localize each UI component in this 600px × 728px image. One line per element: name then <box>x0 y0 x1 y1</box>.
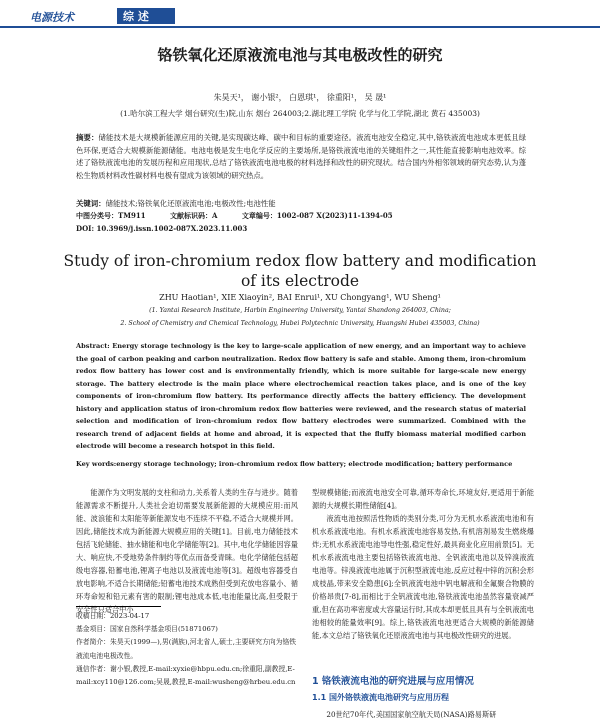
abstract-english-label: Abstract: <box>76 342 110 350</box>
keywords-english-label: Key words: <box>76 460 117 468</box>
body-paragraph: 能源作为文明发展的支柱和动力,关系着人类的生存与进步。随着能源需求不断提升,人类社会迫切需要发展新能源的大规模应用:而风能、波浪能和太阳能等新能源发电不连续不平稳,不适合大规模并网。因此,储能技术成为新能源大规模应用的关键[1]。目前,电力储能技术包括飞轮储能、抽水储能和电化学储能等[2]。其中,电化学储能因容量大、响应快,不受地势条件制约等优点而备受青睐。电化学储能包括超级电容器,铅蓄电池,锂离子电池以及液流电池等[3]。超级电容器受自放电影响,不适合长期储能;铅蓄电池技术成熟但受到充放电容量小、循环寿命短和铅元素有害的限制;锂电池成本低,电池能量比高,但受限于安全性只适合中小 <box>76 488 298 614</box>
affiliation-english-line-1: (1. Yantai Research Institute, Harbin Engineering University, Yantai Shandong 264003, China; <box>149 307 451 314</box>
footnote-received: 收稿日期：2023-04-17 <box>76 612 150 620</box>
affiliation-english-line-2: 2. School of Chemistry and Chemical Technology, Hubei Polytechnic University, Huangshi Hubei 435003, China) <box>120 320 480 327</box>
body-column-left <box>76 486 298 616</box>
keywords-english-text: energy storage technology; iron-chromium redox flow battery; electrode modification; battery performance <box>116 460 513 468</box>
abstract-english <box>76 340 526 453</box>
keywords-chinese <box>76 198 526 209</box>
abstract-english-text: Energy storage technology is the key to large-scale application of new energy, and an important way to achieve the goal of carbon peaking and carbon neutralization. Redox flow battery is safe and stable. Among them, iron-chromium redox flow battery has lower cost and is environmentally friendly, which is more suitable for large-scale new energy storage. The battery electrode is the main place where electrochemical reaction takes place, and is one of the key components of iron-chromium flow battery. Its performance directly affects the battery efficiency. The development history and application status of iron-chromium redox flow batteries were reviewed, and the research status of material selection and modification of iron-chromium redox flow battery electrodes were summarized. Combined with the research trend of adjacent fields at home and abroad, it is expected that the fluffy biomass material modified carbon electrode will become a research hotspot in this field. <box>76 342 526 450</box>
authors-english: ZHU Haotian¹, XIE Xiaoyin², BAI Enrui¹, XU Chongyang¹, WU Sheng¹ <box>159 293 441 302</box>
doi[interactable]: DOI: 10.3969/j.issn.1002-087X.2023.11.003 <box>76 224 248 233</box>
document-code: 文献标识码：A <box>170 211 218 220</box>
keywords-english <box>76 460 536 468</box>
title-chinese: 铬铁氧化还原液流电池与其电极改性的研究 <box>157 46 443 64</box>
body-paragraph: 20世纪70年代,美国国家航空航天局(NASA)路易斯研 <box>326 710 497 719</box>
keywords-chinese-label: 关键词： <box>76 199 106 208</box>
footnote-contact: 通信作者：谢小银,教授,E-mail:xyxie@hbpu.edu.cn;徐重阳,副教授,E-mail:xcy110@126.com;吴晟,教授,E-mail:wusheng@hrbeu.edu.cn <box>76 664 296 687</box>
column-tag: 综 述 <box>123 10 149 23</box>
title-english: Study of iron-chromium redox flow battery and modification of its electrode <box>63 252 537 290</box>
abstract-chinese <box>76 132 526 182</box>
footnote-funding: 基金项目：国家自然科学基金项目(51871067) <box>76 625 218 634</box>
classification-meta <box>76 211 415 221</box>
footnote-rule <box>76 606 161 607</box>
keywords-chinese-text: 储能技术;铬铁氧化还原液流电池;电极改性;电池性能 <box>105 199 276 208</box>
journal-name: 电源技术 <box>30 11 74 24</box>
clc-number: 中图分类号：TM911 <box>76 211 146 220</box>
abstract-chinese-text: 储能技术是大规模新能源应用的关键,是实现碳达峰、碳中和目标的重要途径。液流电池安全稳定,其中,铬铁液流电池成本更低且绿色环保,更适合大规模新能源储能。电池电极是发生电化学反应的主要场所,是铬铁液流电池的关键组件之一,其性能直接影响电池效率。综述了铬铁液流电池的发展历程和应用现状,总结了铬铁液流电池电极的材料选择和改性的研究现状。结合国内外相邻领域的研究态势,认为蓬松生物质材料改性碳材料电极有望成为该领域的研究热点。 <box>76 133 526 180</box>
affiliation-chinese: (1.哈尔滨工程大学 烟台研究(生)院,山东 烟台 264003;2.湖北理工学院 化学与化工学院,湖北 黄石 435003) <box>120 109 480 118</box>
page-header <box>0 6 600 28</box>
article-number: 文章编号：1002-087 X(2023)11-1394-05 <box>241 211 393 220</box>
abstract-chinese-label: 摘要： <box>76 133 99 142</box>
footnotes <box>76 610 298 689</box>
authors-chinese: 朱昊天¹， 谢小银²， 白恩琪¹， 徐重阳¹， 吴 晟¹ <box>213 93 387 102</box>
body-column-right <box>312 486 534 642</box>
body-paragraph: 液流电池按照活性物质的类别分类,可分为无机水系液流电池和有机水系液流电池。有机水系液流电池容易发热,有机溶剂易发生燃烧爆炸;无机水系液流电池导电性强,稳定性好,最具商业化应用前景[5]。无机水系液流电池主要包括铬铁液流电池、全钒液流电池以及锌溴液流电池等。锌溴液流电池属于沉积型液流电池,反应过程中锌的沉积会形成枝晶,带来安全隐患[6];全钒液流电池中钒电解液和全氟聚合物膜的价格昂贵[7-8],而相比于全钒液流电池,铬铁液流电池虽然容量衰减严重,但在高功率密度或大容量运行时,其成本却更低且具有与全钒液流电池相较的能量效率[9]。综上,铬铁液流电池更适合大规模的新能源储能,本文总结了铬铁氧化还原液流电池与其电极改性研究的进展。 <box>312 514 534 640</box>
section-heading-1: 1 铬铁液流电池的研究进展与应用情况 <box>312 676 474 687</box>
body-paragraph: 型规模储能;而液流电池安全可靠,循环寿命长,环境友好,更适用于新能源的大规模长期性储能[4]。 <box>312 488 534 510</box>
footnote-author-bio: 作者简介：朱昊天(1999—),男(满族),河北省人,硕士,主要研究方向为铬铁液流电池电极改性。 <box>76 638 297 660</box>
section-heading-1-1: 1.1 国外铬铁液流电池研究与应用历程 <box>312 693 449 702</box>
